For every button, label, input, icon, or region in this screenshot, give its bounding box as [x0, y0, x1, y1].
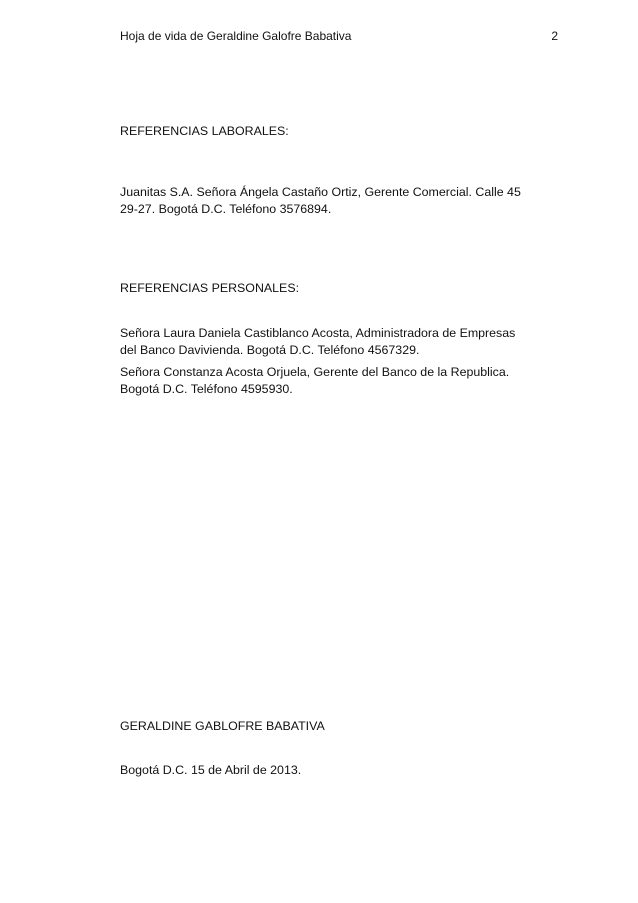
page-number: 2: [551, 29, 558, 43]
personal-reference-item: Señora Constanza Acosta Orjuela, Gerente del Banco de la Republica. Bogotá D.C. Teléfono 4595930.: [120, 365, 510, 396]
header-title: Hoja de vida de Geraldine Galofre Babativa: [120, 29, 352, 43]
page-header: [120, 28, 558, 44]
work-reference-item: Juanitas S.A. Señora Ángela Castaño Ortiz, Gerente Comercial. Calle 45 29-27. Bogotá D.C. Teléfono 3576894.: [120, 185, 521, 216]
signature-name: GERALDINE GABLOFRE BABATIVA: [120, 719, 325, 733]
personal-reference-item: Señora Laura Daniela Castiblanco Acosta, Administradora de Empresas del Banco Davivienda. Bogotá D.C. Teléfono 4567329.: [120, 326, 516, 357]
work-references-heading: REFERENCIAS LABORALES:: [120, 124, 289, 138]
personal-references-heading: REFERENCIAS PERSONALES:: [120, 281, 300, 295]
signature-date: Bogotá D.C. 15 de Abril de 2013.: [120, 763, 302, 777]
